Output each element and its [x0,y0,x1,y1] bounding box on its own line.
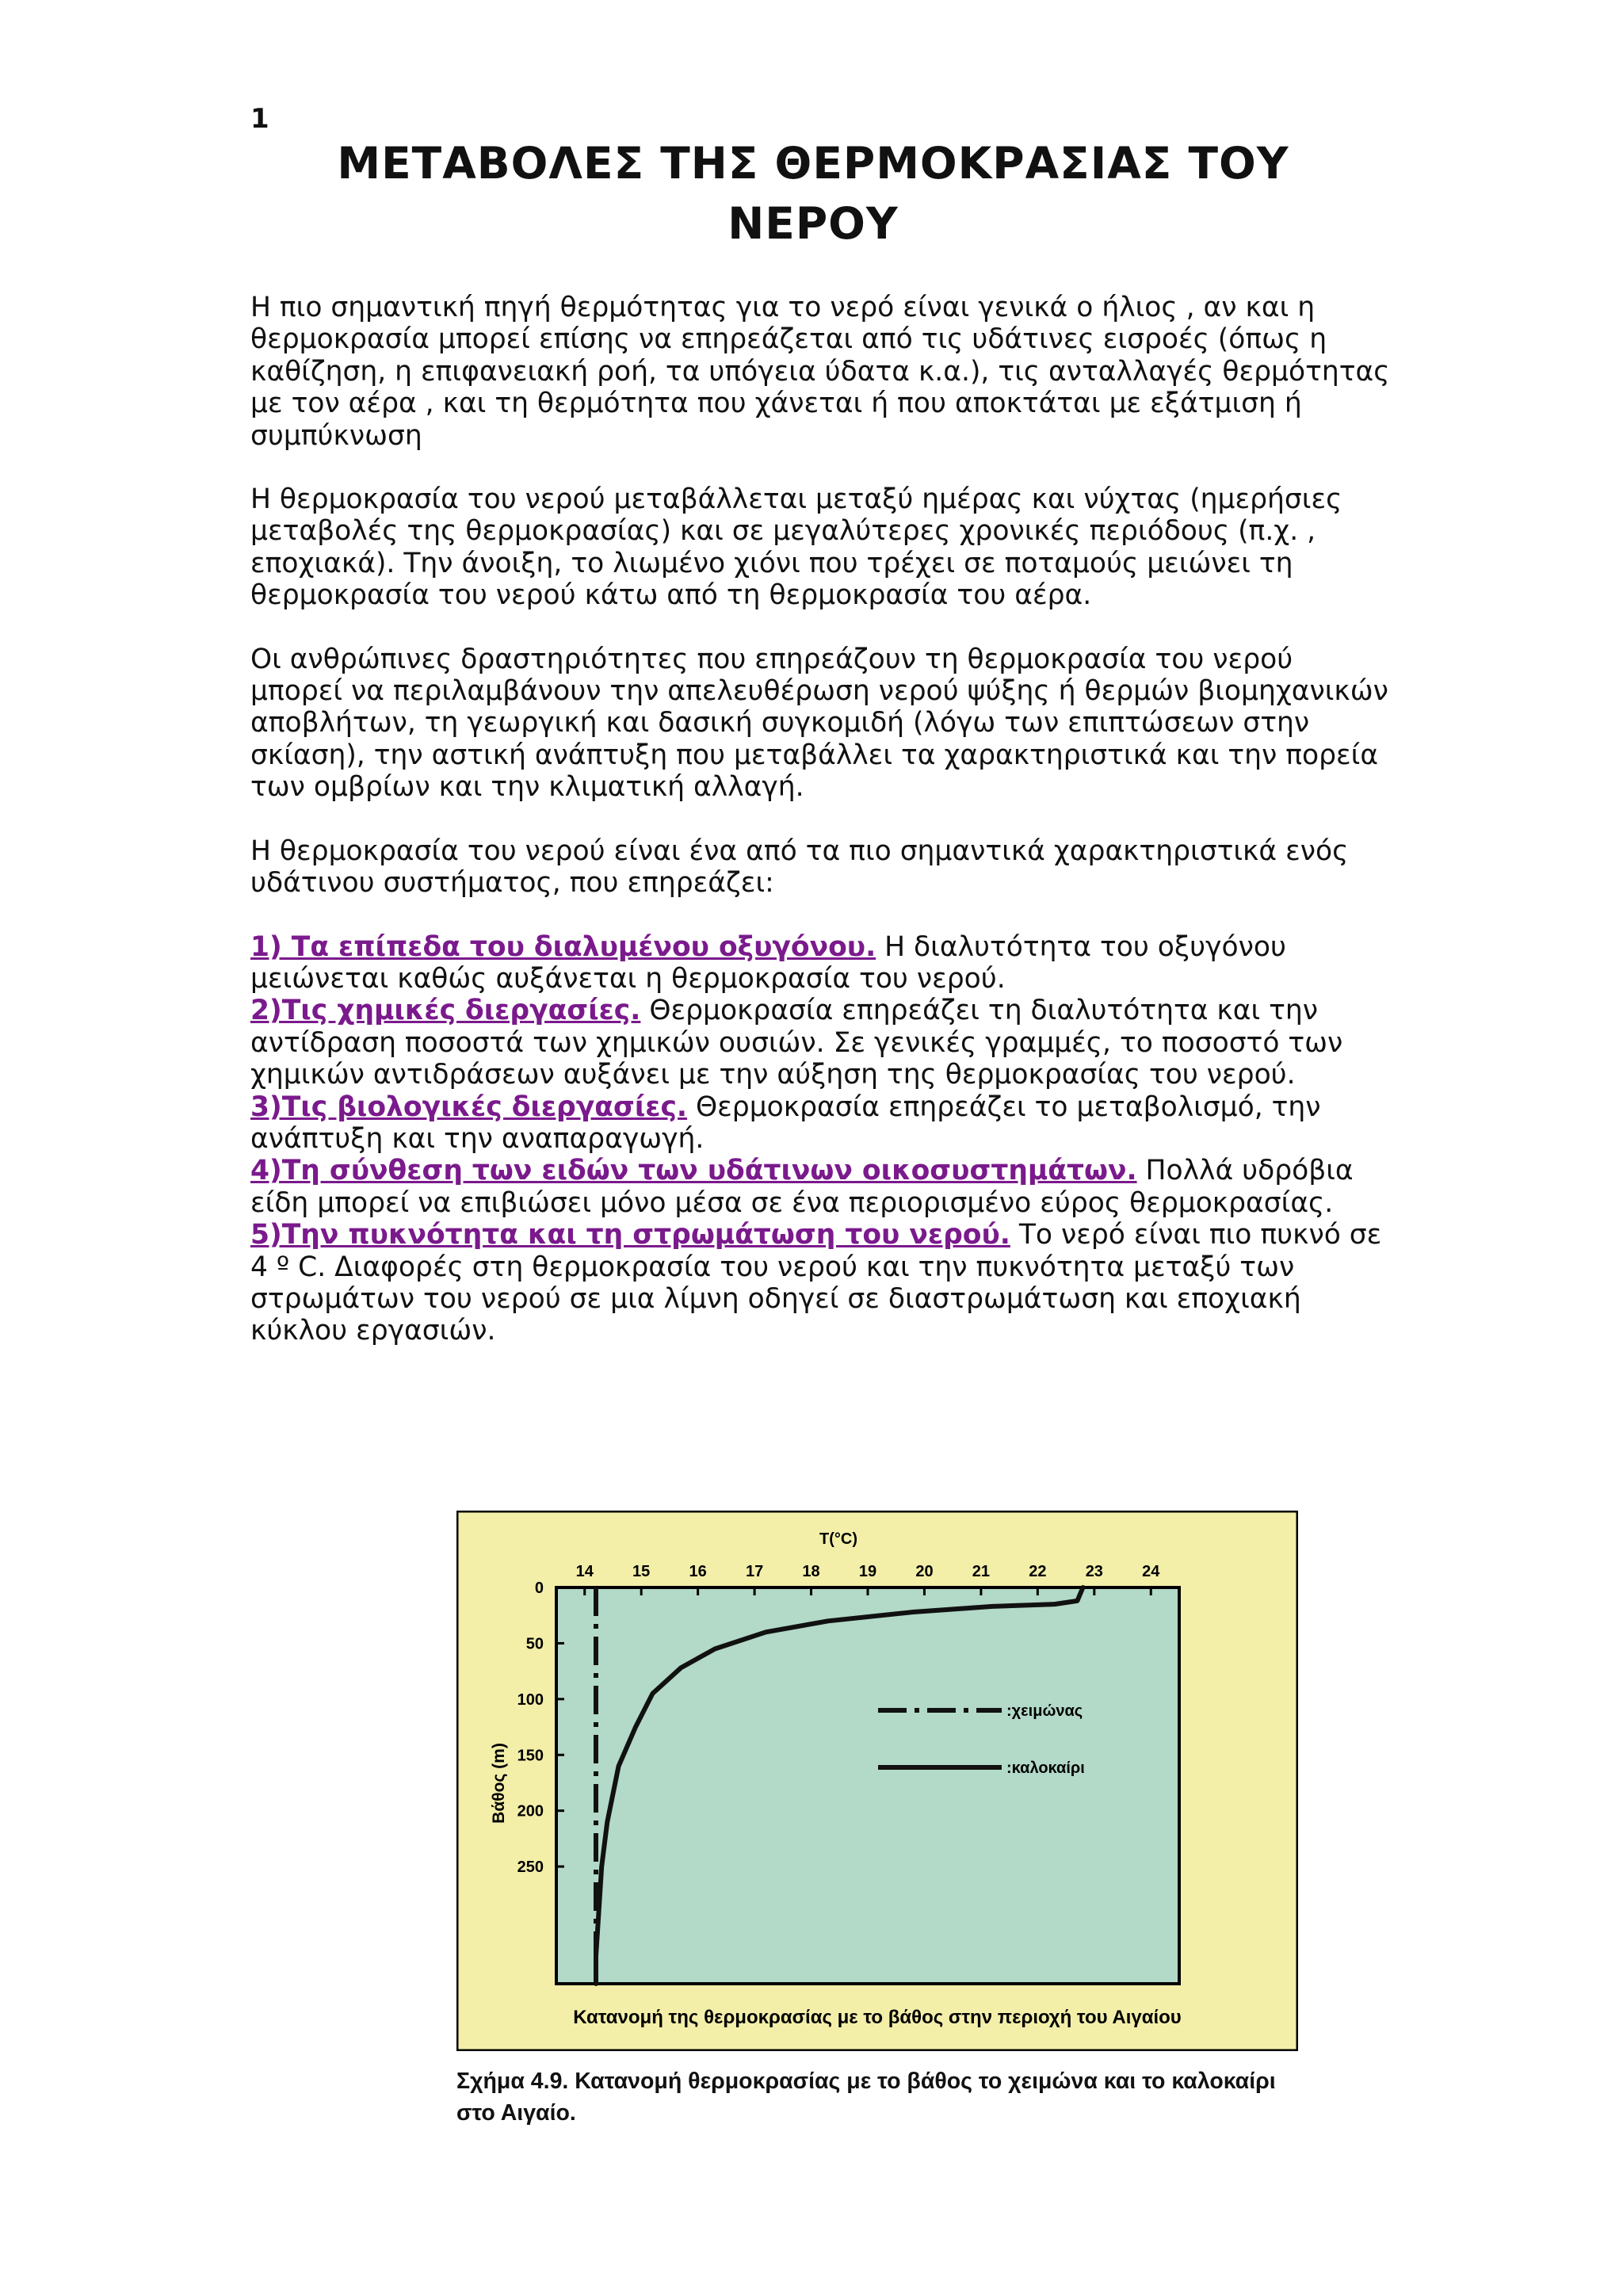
plot-area [556,1587,1179,1984]
list-item-text: Η διαλυτότητα του οξυγόνου μειώνεται καθώς αυξάνεται η θερμοκρασία του νερού. [250,930,1286,995]
y-tick-label: 0 [534,1580,544,1597]
list-item-heading: 2)Τις χημικές διεργασίες. [250,995,641,1027]
x-axis-label: T(°C) [819,1530,857,1548]
list-item-heading: 1) Τα επίπεδα του διαλυμένου οξυγόνου. [250,930,876,963]
page-number: 1 [250,103,269,135]
paragraph: Η πιο σημαντική πηγή θερμότητας για το νερό είναι γενικά ο ήλιος , αν και η θερμοκρασία μπορεί επίσης να επηρεάζεται από τις υδάτινες εισροές (όπως η καθίζηση, η επιφανειακή ροή, τα υπόγεια ύδατα κ.α.), τις ανταλλαγές θερμότητας με τον αέρα , και τη θερμότητα που χάνεται ή που αποκτάται με εξάτμιση ή συμπύκνωση [250,292,1390,452]
legend-summer-label: :καλοκαίρι [1006,1759,1085,1777]
title-line-1: ΜΕΤΑΒΟΛΕΣ ΤΗΣ ΘΕΡΜΟΚΡΑΣΙΑΣ ΤΟΥ [337,138,1289,189]
x-tick-label: 23 [1085,1563,1103,1580]
x-tick-label: 24 [1142,1563,1160,1580]
paragraph: Οι ανθρώπινες δραστηριότητες που επηρεάζουν τη θερμοκρασία του νερού μπορεί να περιλαμβάνουν την απελευθέρωση νερού ψύξης ή θερμών βιομηχανικών αποβλήτων, τη γεωργική και δασική συγκομιδή (λόγω των επιπτώσεων στην σκίαση), την αστική ανάπτυξη που μεταβάλλει τα χαρακτηριστικά και την πορεία των ομβρίων και την κλιματική αλλαγή. [250,643,1388,804]
x-tick-label: 17 [745,1563,764,1580]
list-item-heading: 5)Την πυκνότητα και τη στρωμάτωση του νερού. [250,1219,1010,1251]
list-item [250,1219,1392,1347]
temperature-depth-chart [456,1511,1298,2051]
y-tick-label: 50 [525,1635,544,1653]
legend-winter-label: :χειμώνας [1006,1702,1083,1720]
page-title [250,133,1376,254]
x-tick-label: 16 [689,1563,707,1580]
list-item [250,995,1392,1091]
x-tick-label: 14 [575,1563,594,1580]
y-tick-label: 250 [517,1859,544,1877]
paragraph: Η θερμοκρασία του νερού μεταβάλλεται μεταξύ ημέρας και νύχτας (ημερήσιες μεταβολές της θερμοκρασίας) και σε μεγαλύτερες χρονικές περιόδους (π.χ. , εποχιακά). Την άνοιξη, το λιωμένο χιόνι που τρέχει σε ποταμούς μειώνει τη θερμοκρασία του νερού κάτω από τη θερμοκρασία του αέρα. [250,483,1342,612]
figure-caption: Σχήμα 4.9. Κατανομή θερμοκρασίας με το βάθος το χειμώνα και το καλοκαίρι στο Αιγαίο. [456,2069,1276,2126]
y-axis-label: Βάθος (m) [490,1743,508,1824]
x-tick-label: 15 [632,1563,651,1580]
list-item-text: Πολλά υδρόβια είδη μπορεί να επιβιώσει μόνο μέσα σε ένα περιορισμένο εύρος θερμοκρασίας. [250,1155,1354,1219]
list-item [250,1091,1392,1156]
x-tick-label: 19 [858,1563,877,1580]
y-tick-label: 100 [517,1690,544,1709]
list-item-text: Το νερό είναι πιο πυκνό σε 4 º C. Διαφορές στη θερμοκρασία του νερού και την πυκνότητα μεταξύ των στρωμάτων του νερού σε μια λίμνη οδηγεί σε διαστρωμάτωση και εποχιακή κύκλου εργασιών. [250,1219,1382,1347]
body-text [250,292,1392,1347]
title-line-2: ΝΕΡΟΥ [727,198,899,249]
paragraph: Η θερμοκρασία του νερού είναι ένα από τα πιο σημαντικά χαρακτηριστικά ενός υδάτινου συστήματος, που επηρεάζει: [250,835,1349,900]
x-tick-label: 18 [802,1563,820,1580]
x-tick-label: 20 [915,1563,934,1580]
y-tick-label: 200 [517,1802,544,1820]
list-item-text: Θερμοκρασία επηρεάζει τη διαλυτότητα και την αντίδραση ποσοστά των χημικών ουσιών. Σε γενικές γραμμές, το ποσοστό των χημικών αντιδράσεων αυξάνει με την αύξηση της θερμοκρασίας του νερού. [250,995,1343,1091]
list-item [250,1155,1392,1219]
list-item-heading: 4)Τη σύνθεση των ειδών των υδάτινων οικοσυστημάτων. [250,1155,1137,1187]
chart-title: Κατανομή της θερμοκρασίας με το βάθος στην περιοχή του Αιγαίου [573,2007,1182,2028]
y-tick-label: 150 [517,1747,544,1765]
list-item [250,931,1392,995]
list-item-text: Θερμοκρασία επηρεάζει το μεταβολισμό, την ανάπτυξη και την αναπαραγωγή. [250,1091,1321,1155]
x-tick-label: 22 [1029,1563,1047,1580]
list-item-heading: 3)Τις βιολογικές διεργασίες. [250,1091,688,1123]
x-tick-label: 21 [972,1563,991,1580]
